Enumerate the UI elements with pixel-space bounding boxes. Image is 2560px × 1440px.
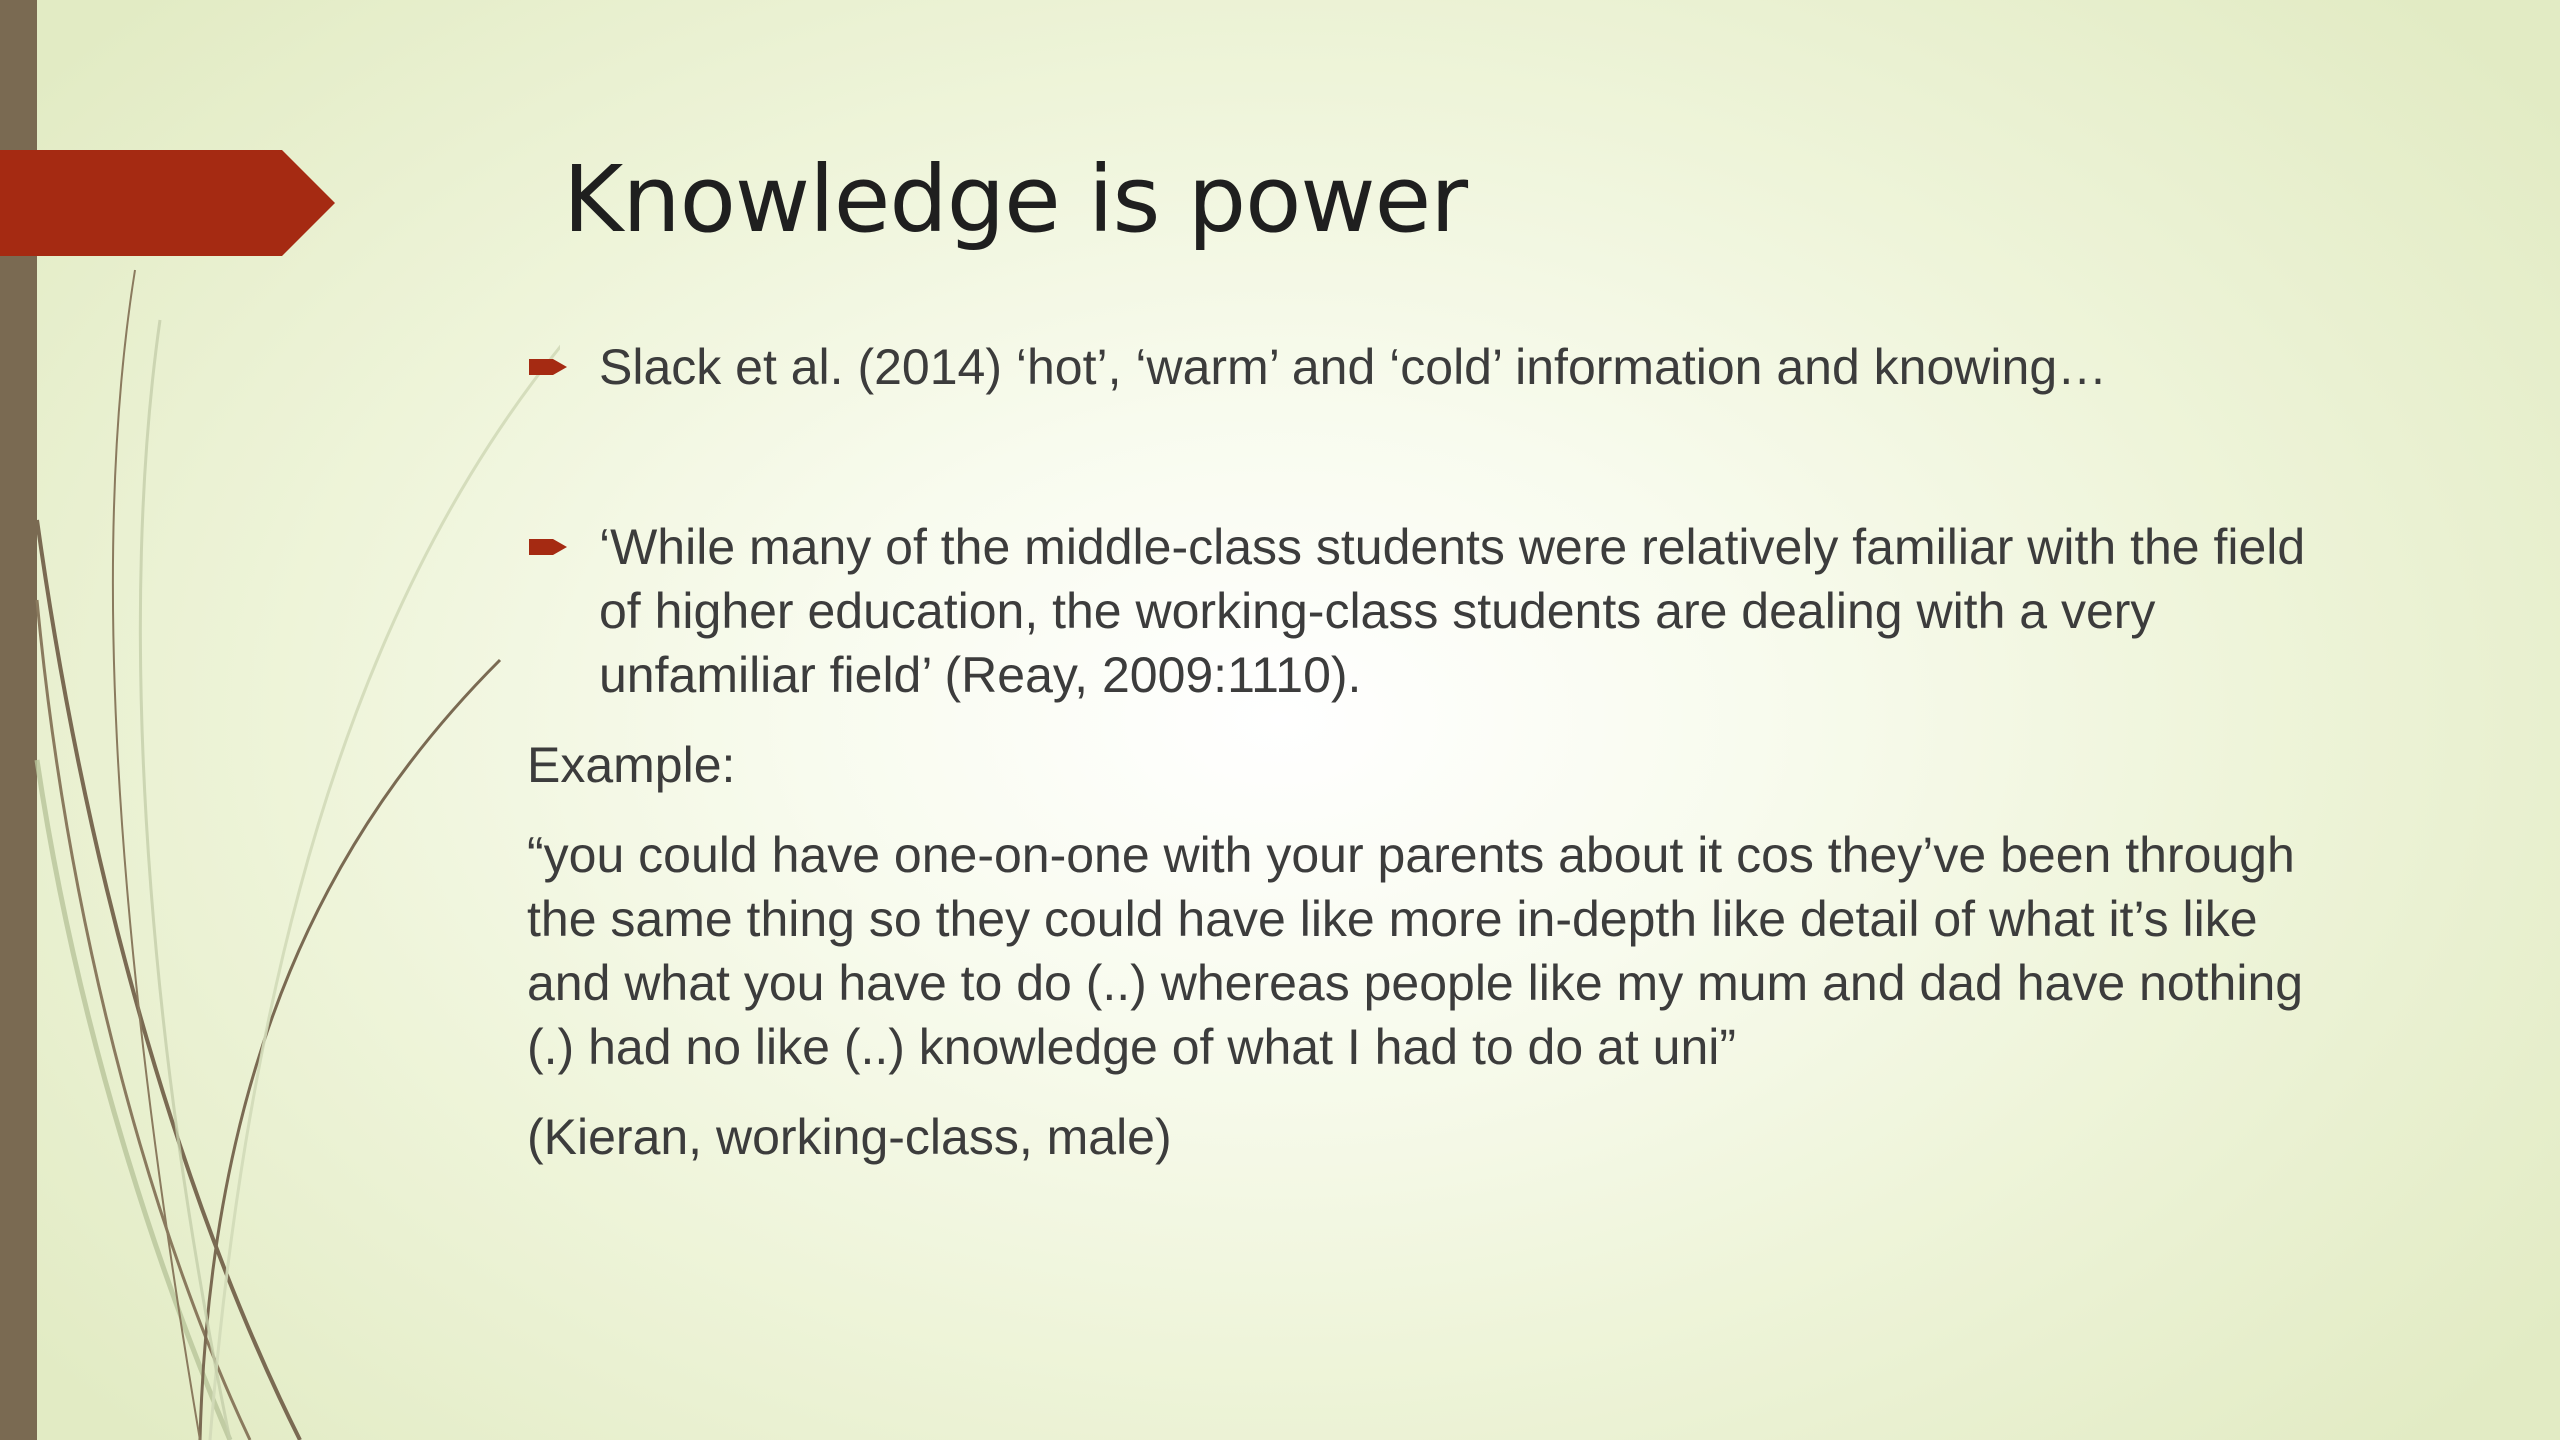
slide-content [527, 335, 2347, 1195]
quote-attribution: (Kieran, working-class, male) [527, 1109, 1172, 1165]
arrow-bullet-icon [529, 535, 569, 559]
bullet-item [527, 335, 2347, 399]
slide-title: Knowledge is power [563, 146, 1468, 253]
title-accent-banner [0, 150, 335, 256]
bullet-item [527, 515, 2347, 707]
arrow-bullet-icon [529, 355, 569, 379]
bullet-text: Slack et al. (2014) ‘hot’, ‘warm’ and ‘cold’ information and knowing… [599, 339, 2108, 395]
bullet-text: ‘While many of the middle-class students were relatively familiar with the field of higher education, the working-class students are dealing with a very unfamiliar field’ (Reay, 2009:1110). [599, 519, 2306, 703]
example-label: Example: [527, 737, 736, 793]
quote-text: “you could have one-on-one with your parents about it cos they’ve been through the same thing so they could have like more in-depth like detail of what it’s like and what you have to do (..) whereas people like my mum and dad have nothing (.) had no like (..) knowledge of what I had to do at uni” [527, 827, 2304, 1075]
